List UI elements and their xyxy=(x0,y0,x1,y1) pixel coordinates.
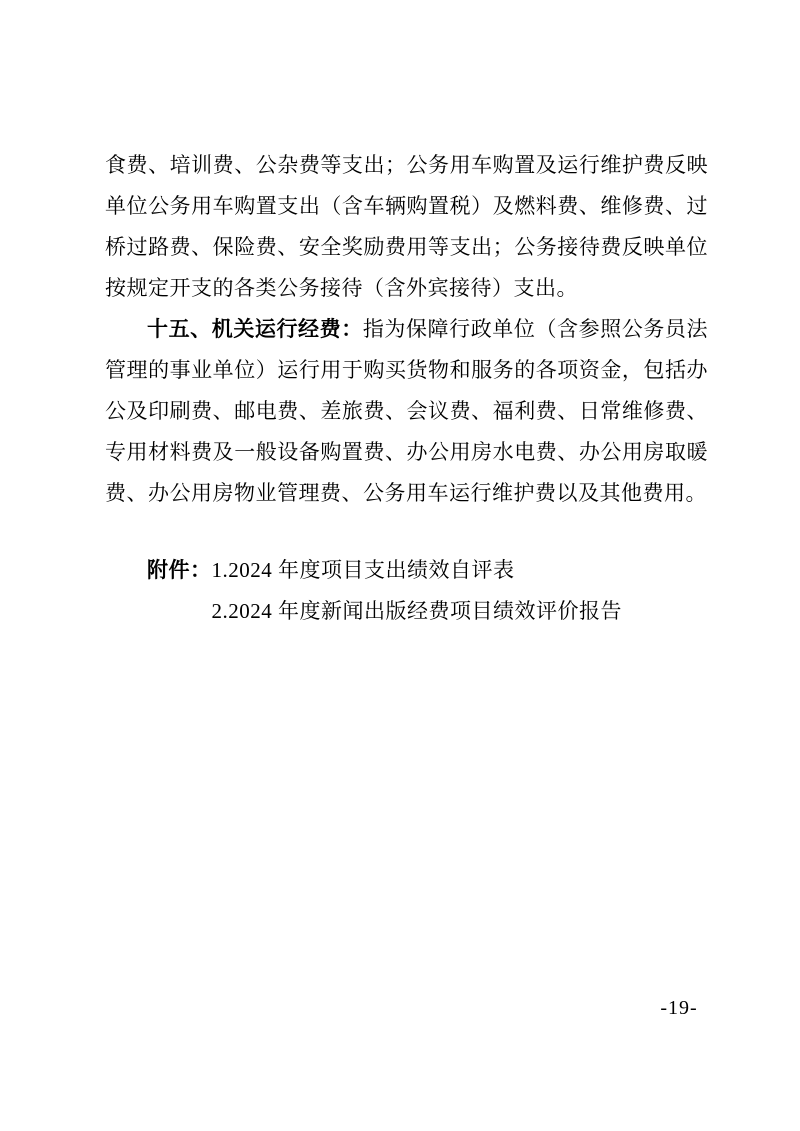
attachments-label: 附件： xyxy=(147,558,212,582)
page-number: -19- xyxy=(660,997,698,1019)
attachments-block xyxy=(147,550,708,632)
paragraph-heading: 十五、机关运行经费： xyxy=(147,317,363,341)
attachment-item-2: 2.2024 年度新闻出版经费项目绩效评价报告 xyxy=(211,599,622,623)
paragraph-agency-operating-expense xyxy=(105,309,708,514)
paragraph-body-text: 指为保障行政单位（含参照公务员法管理的事业单位）运行用于购买货物和服务的各项资金，包括办公及印刷费、邮电费、差旅费、会议费、福利费、日常维修费、专用材料费及一般设备购置费、办公用房水电费、办公用房取暖费、办公用房物业管理费、公务用车运行维护费以及其他费用。 xyxy=(105,317,709,505)
attachment-item-1: 1.2024 年度项目支出绩效自评表 xyxy=(211,558,515,582)
document-body xyxy=(105,145,708,632)
paragraph-expense-continuation: 食费、培训费、公杂费等支出；公务用车购置及运行维护费反映单位公务用车购置支出（含车辆购置税）及燃料费、维修费、过桥过路费、保险费、安全奖励费用等支出；公务接待费反映单位按规定开支的各类公务接待（含外宾接待）支出。 xyxy=(105,153,708,300)
attachments-list xyxy=(212,550,709,632)
